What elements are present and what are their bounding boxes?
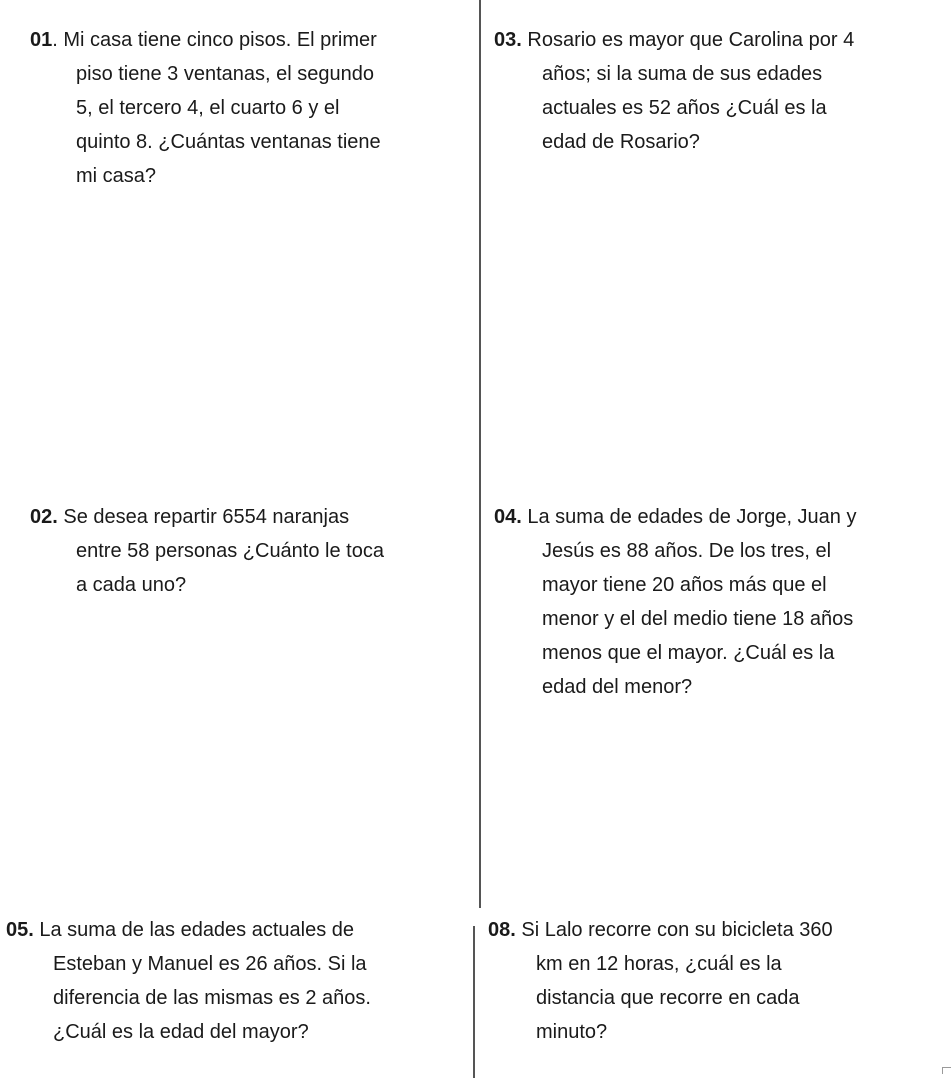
problem-text-first-line: La suma de las edades actuales de: [39, 919, 355, 941]
problem-text-line: mayor tiene 20 años más que el: [542, 574, 827, 596]
problem-text-line: menor y el del medio tiene 18 años: [542, 608, 854, 630]
problem-number: 08.: [488, 919, 516, 941]
problem-text-line: quinto 8. ¿Cuántas ventanas tiene: [76, 131, 381, 153]
page-corner-mark: [942, 1067, 951, 1074]
problem-04: [494, 500, 857, 704]
problem-text-first-line: Rosario es mayor que Carolina por 4: [527, 29, 855, 51]
problem-text-first-line: La suma de edades de Jorge, Juan y: [527, 506, 857, 528]
problem-01: [30, 23, 381, 193]
column-divider-top: [479, 0, 481, 908]
problem-text-line: a cada uno?: [76, 574, 187, 596]
problem-text-line: menos que el mayor. ¿Cuál es la: [542, 642, 835, 664]
problem-number: 05.: [6, 919, 34, 941]
problem-text-line: edad de Rosario?: [542, 131, 700, 153]
problem-text-line: Jesús es 88 años. De los tres, el: [542, 540, 832, 562]
problem-text-first-line: Se desea repartir 6554 naranjas: [63, 506, 350, 528]
problem-number: 01: [30, 29, 53, 51]
problem-text-first-line: Mi casa tiene cinco pisos. El primer: [63, 29, 377, 51]
problem-08: [488, 913, 833, 1049]
problem-separator: .: [52, 29, 64, 51]
problem-text-line: minuto?: [536, 1021, 608, 1043]
problem-text-line: km en 12 horas, ¿cuál es la: [536, 953, 782, 975]
problem-text-line: entre 58 personas ¿Cuánto le toca: [76, 540, 384, 562]
problem-number: 04.: [494, 506, 522, 528]
problem-02: [30, 500, 384, 602]
problem-03: [494, 23, 854, 159]
problem-text-line: distancia que recorre en cada: [536, 987, 800, 1009]
problem-text-line: años; si la suma de sus edades: [542, 63, 823, 85]
problem-05: [6, 913, 371, 1049]
problem-number: 03.: [494, 29, 522, 51]
problem-text-line: mi casa?: [76, 165, 157, 187]
column-divider-bottom: [473, 926, 475, 1078]
problem-text-line: diferencia de las mismas es 2 años.: [53, 987, 371, 1009]
problem-number: 02.: [30, 506, 58, 528]
problem-text-line: 5, el tercero 4, el cuarto 6 y el: [76, 97, 340, 119]
problem-text-line: ¿Cuál es la edad del mayor?: [53, 1021, 309, 1043]
problem-text-first-line: Si Lalo recorre con su bicicleta 360: [521, 919, 833, 941]
problem-text-line: Esteban y Manuel es 26 años. Si la: [53, 953, 367, 975]
problem-text-line: edad del menor?: [542, 676, 693, 698]
problem-text-line: actuales es 52 años ¿Cuál es la: [542, 97, 827, 119]
problem-text-line: piso tiene 3 ventanas, el segundo: [76, 63, 374, 85]
